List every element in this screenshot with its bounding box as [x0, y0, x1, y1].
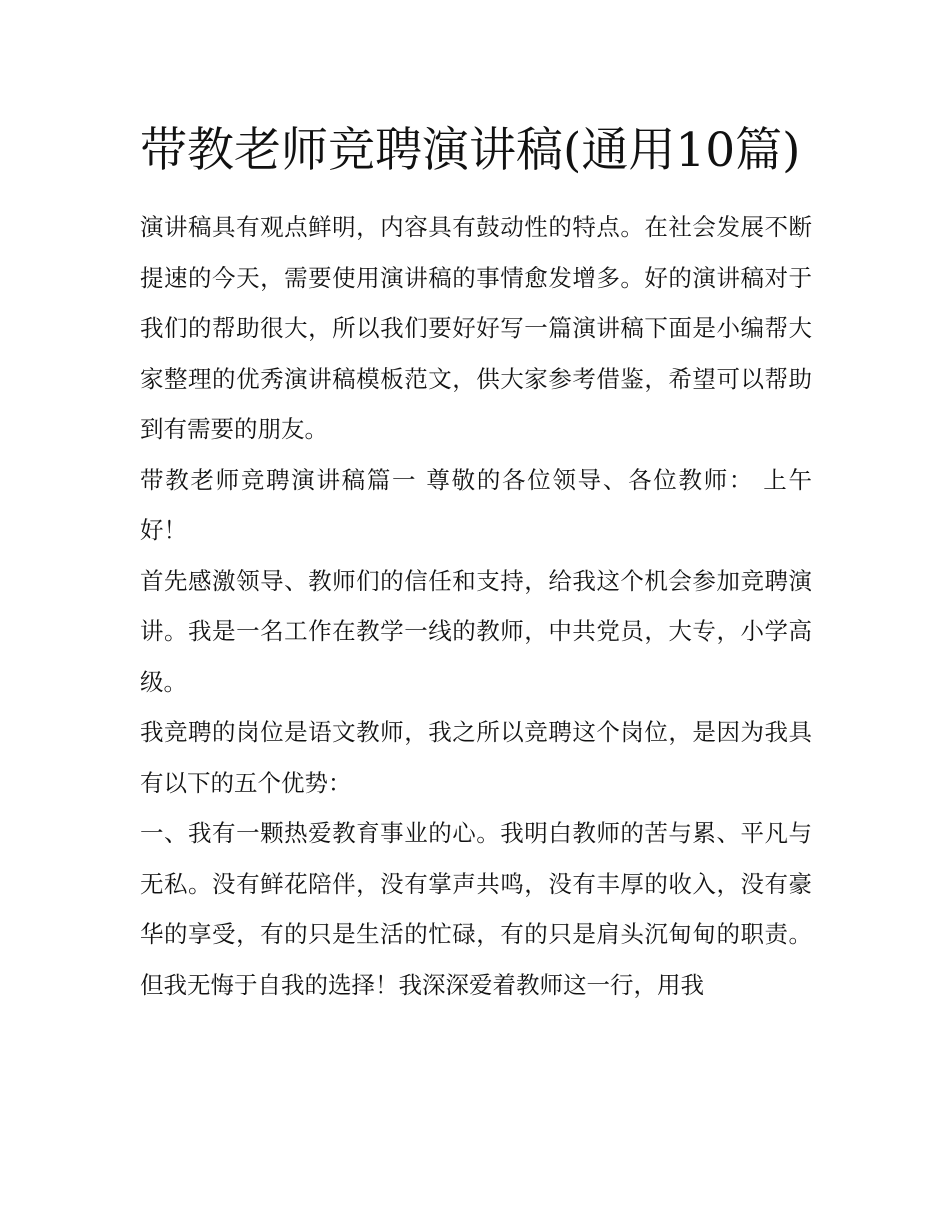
paragraph-greeting: 带教老师竞聘演讲稿篇一 尊敬的各位领导、各位教师： 上午好！	[140, 465, 812, 544]
paragraph-intro: 演讲稿具有观点鲜明，内容具有鼓动性的特点。在社会发展不断提速的今天，需要使用演讲稿的事情愈发增多。好的演讲稿对于我们的帮助很大，所以我们要好好写一篇演讲稿下面是小编帮大家整理的优秀演讲稿模板范文，供大家参考借鉴，希望可以帮助到有需要的朋友。	[140, 213, 812, 443]
paragraph-position: 我竞聘的岗位是语文教师，我之所以竞聘这个岗位，是因为我具有以下的五个优势：	[140, 718, 812, 797]
paragraph-thanks: 首先感激领导、教师们的信任和支持，给我这个机会参加竞聘演讲。我是一名工作在教学一线的教师，中共党员，大专，小学高级。	[140, 566, 812, 696]
document-body	[140, 112, 812, 1010]
paragraph-advantage-one: 一、我有一颗热爱教育事业的心。我明白教师的苦与累、平凡与无私。没有鲜花陪伴，没有掌声共鸣，没有丰厚的收入，没有豪华的享受，有的只是生活的忙碌，有的只是肩头沉甸甸的职责。但我无悔于自我的选择！我深深爱着教师这一行，用我	[140, 819, 812, 999]
document-title: 带教老师竞聘演讲稿(通用10篇)	[140, 123, 801, 178]
